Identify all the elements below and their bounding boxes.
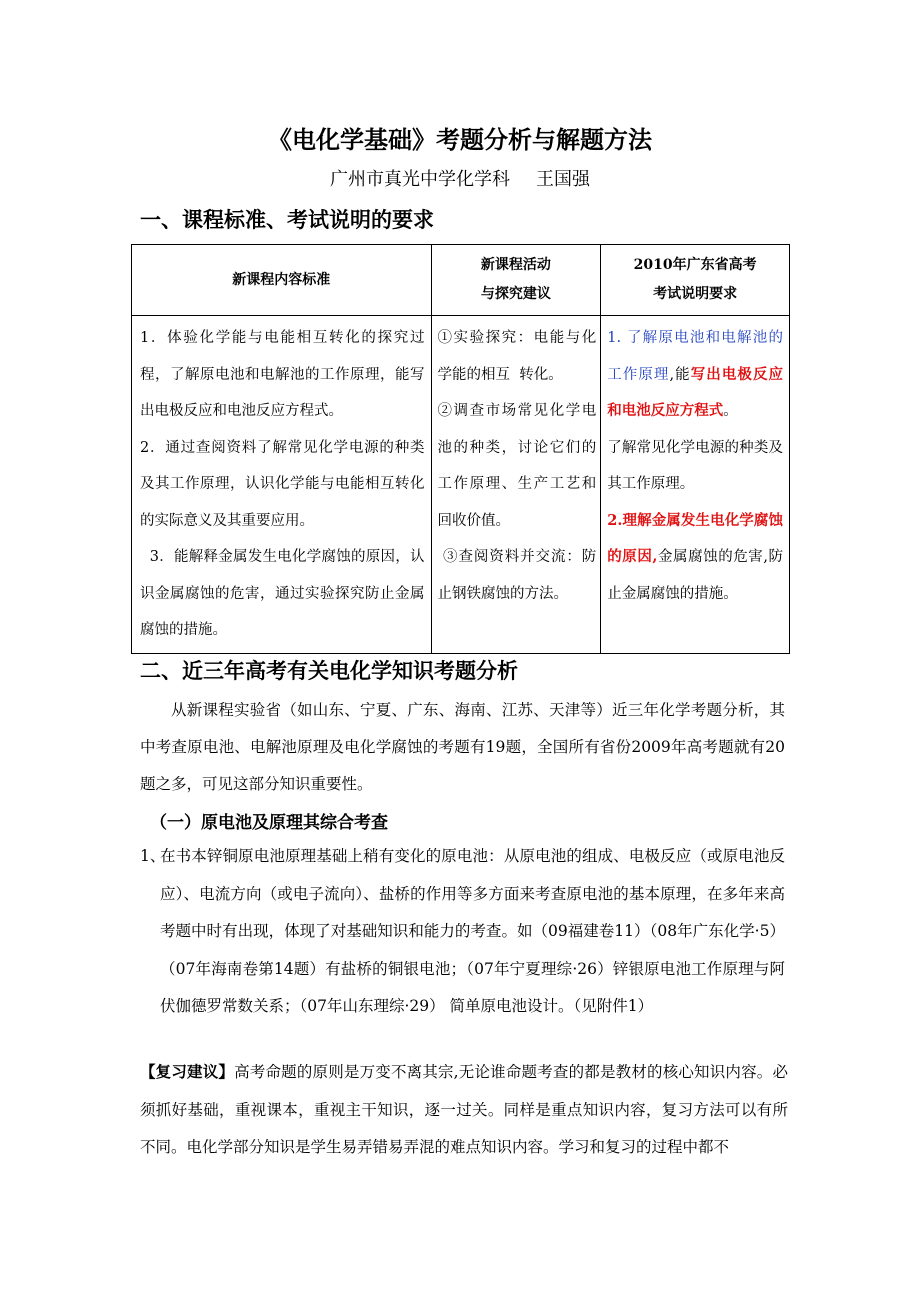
activity-suggestion-cell [431,316,601,654]
header-activity-suggestion: 新课程活动 与探究建议 [431,245,601,316]
author-name: 王国强 [536,169,590,190]
review-text: 高考命题的原则是万变不离其宗,无论谁命题考查的都是教材的核心知识内容。必须抓好基础，重视课本，重视主干知识，逐一过关。同样是重点知识内容，复习方法可以有所不同。电化学部分知识是学生易弄错易弄混的难点知识内容。学习和复习的过程中都不 [140,1063,788,1156]
requirement-highlight-red: 写出电极反应和电池反应方程式 [607,365,784,419]
requirement-item: 2.理解金属发生电化学腐蚀的原因,金属腐蚀的危害,防止金属腐蚀的措施。 [607,511,783,602]
exam-requirement-cell [601,316,790,654]
author-line [0,165,920,191]
header-content-standard: 新课程内容标准 [132,245,432,316]
activity-item: ③查阅资料并交流：防止钢铁腐蚀的方法。 [437,549,597,602]
requirement-highlight-blue: 了解原电池和电解池的工作原理 [607,330,783,383]
intro-paragraph: 从新课程实验省（如山东、宁夏、广东、海南、江苏、天津等）近三年化学考题分析，其中考查原电池、电解池原理及电化学腐蚀的考题有19题，全国所有省份2009年高考题就有20题之多，可见这部分知识重要性。 [140,701,785,793]
review-label: 【复习建议】 [140,1062,235,1081]
section-heading-1: 一、课程标准、考试说明的要求 [140,207,434,232]
subsection-heading-1: （一）原电池及原理其综合考查 [150,813,388,833]
content-standard-cell [132,316,432,654]
activity-item: ②调查市场常见化学电池的种类，讨论它们的工作原理、生产工艺和回收价值。 [437,403,597,529]
document-title: 《电化学基础》考题分析与解题方法 [268,125,652,154]
section-heading-2: 二、近三年高考有关电化学知识考题分析 [140,658,518,683]
standards-table [131,244,790,654]
standard-item: 2．通过查阅资料了解常见化学电源的种类及其工作原理，认识化学能与电能相互转化的实际意义及其重要应用。 [140,439,425,529]
table-row [132,316,790,654]
requirement-item: 1. 了解原电池和电解池的工作原理,能写出电极反应和电池反应方程式。 [607,330,784,419]
list-item-number: 1、 [140,847,166,865]
author-affiliation: 广州市真光中学化学科 [330,169,510,190]
standard-item: 3．能解释金属发生电化学腐蚀的原因，认识金属腐蚀的危害，通过实验探究防止金属腐蚀的措施。 [140,549,425,638]
requirement-highlight-red: 2.理解金属发生电化学腐蚀的原因, [607,511,783,565]
review-suggestion [140,1053,788,1167]
header-exam-requirement: 2010年广东省高考 考试说明要求 [601,245,790,316]
list-item-text: 在书本锌铜原电池原理基础上稍有变化的原电池：从原电池的组成、电极反应（或原电池反应）、电流方向（或电子流向）、盐桥的作用等多方面来考查原电池的基本原理，在多年来高考题中时有出现，体现了对基础知识和能力的考查。如（09福建卷11）（08年广东化学·5）（07年海南卷第14题）有盐桥的铜银电池；（07年宁夏理综·26）锌银原电池工作原理与阿伏伽德罗常数关系；（07年山东理综·29） 简单原电池设计。（见附件1） [160,847,785,1015]
standard-item: 1．体验化学能与电能相互转化的探究过程，了解原电池和电解池的工作原理，能写出电极反应和电池反应方程式。 [140,330,425,419]
activity-item: ①实验探究：电能与化学能的相互 转化。 [437,330,597,383]
list-item [140,838,785,1026]
table-header-row [132,245,790,316]
requirement-item: 了解常见化学电源的种类及其工作原理。 [607,439,783,492]
